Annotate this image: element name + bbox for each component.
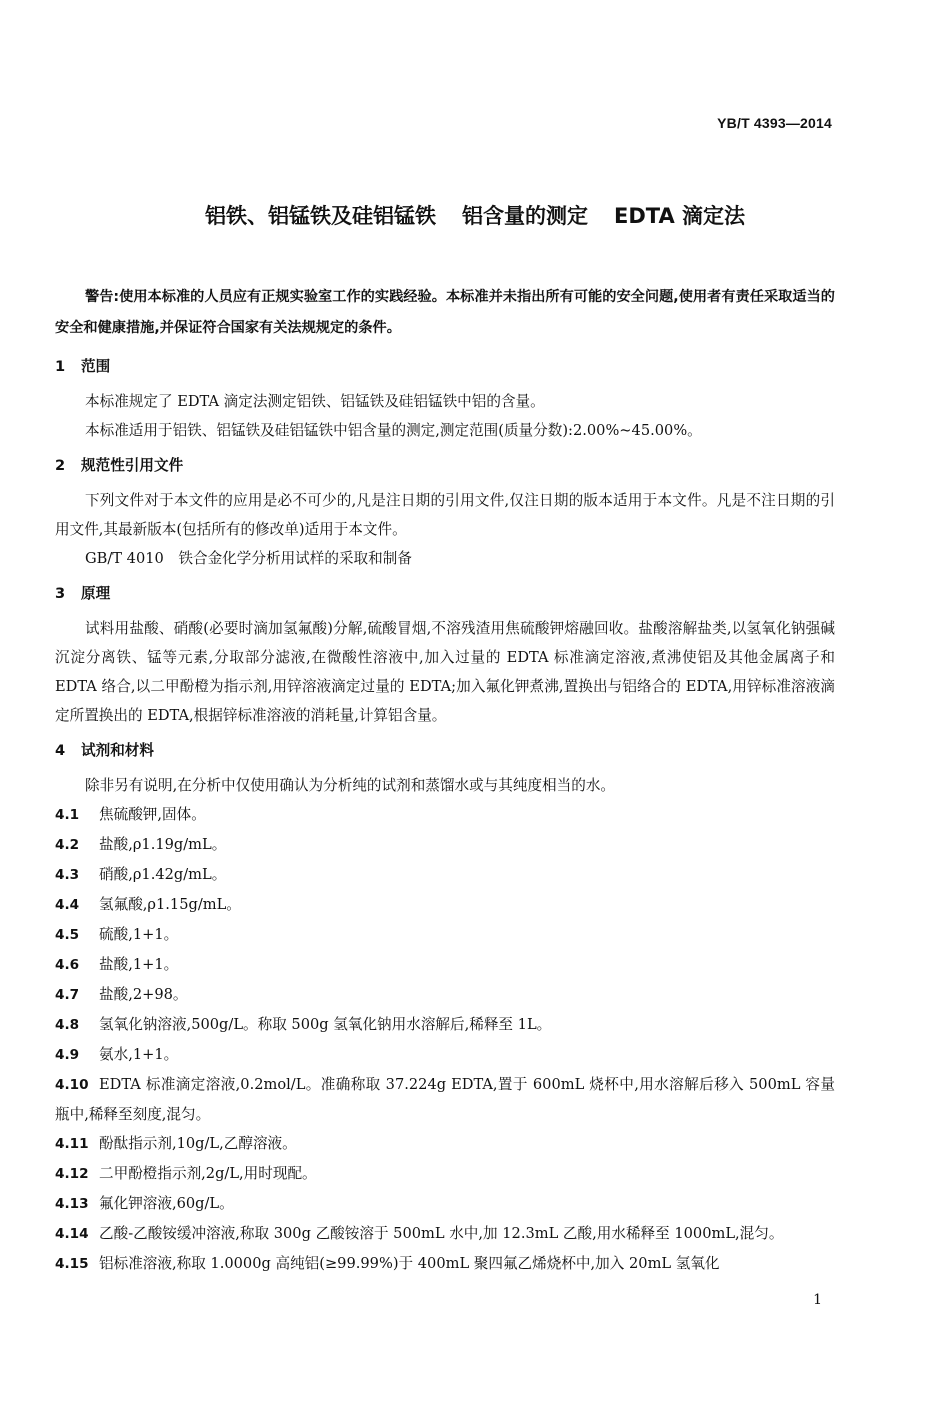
title-part-2: 铝含量的测定 bbox=[461, 204, 588, 228]
section-heading-2 bbox=[55, 451, 835, 480]
list-item bbox=[55, 1040, 835, 1070]
paragraph: 下列文件对于本文件的应用是必不可少的,凡是注日期的引用文件,仅注日期的版本适用于本文件。凡是不注日期的引用文件,其最新版本(包括所有的修改单)适用于本文件。 bbox=[55, 492, 835, 538]
section-number: 1 bbox=[55, 358, 66, 375]
document-body bbox=[55, 282, 835, 1279]
item-number: 4.15 bbox=[55, 1256, 89, 1272]
item-text: 酚酞指示剂,10g/L,乙醇溶液。 bbox=[99, 1135, 297, 1152]
item-text: 氟化钾溶液,60g/L。 bbox=[99, 1195, 234, 1212]
item-number: 4.11 bbox=[55, 1136, 89, 1152]
section-number: 2 bbox=[55, 457, 66, 474]
list-item bbox=[55, 1070, 835, 1129]
list-item bbox=[55, 950, 835, 980]
item-number: 4.6 bbox=[55, 957, 80, 973]
list-item bbox=[55, 1159, 835, 1189]
item-number: 4.1 bbox=[55, 807, 80, 823]
item-text: 盐酸,ρ1.19g/mL。 bbox=[99, 836, 227, 853]
item-number: 4.8 bbox=[55, 1017, 80, 1033]
item-number: 4.7 bbox=[55, 987, 80, 1003]
item-number: 4.5 bbox=[55, 927, 80, 943]
title-part-3: EDTA 滴定法 bbox=[613, 204, 746, 228]
item-text: 氨水,1+1。 bbox=[99, 1046, 179, 1063]
section-title: 范围 bbox=[81, 358, 111, 375]
list-item bbox=[55, 1010, 835, 1040]
reference-entry: GB/T 4010 铁合金化学分析用试样的采取和制备 bbox=[85, 550, 412, 567]
list-item bbox=[55, 1129, 835, 1159]
section-title: 原理 bbox=[81, 585, 111, 602]
list-item bbox=[55, 1249, 835, 1279]
item-number: 4.10 bbox=[55, 1077, 89, 1093]
item-text: 氢氟酸,ρ1.15g/mL。 bbox=[99, 896, 241, 913]
section-title: 试剂和材料 bbox=[81, 742, 154, 759]
item-text: 二甲酚橙指示剂,2g/L,用时现配。 bbox=[99, 1165, 317, 1182]
section-heading-3 bbox=[55, 579, 835, 608]
document-title bbox=[0, 200, 950, 230]
title-part-1: 铝铁、铝锰铁及硅铝锰铁 bbox=[204, 204, 436, 228]
list-item bbox=[55, 1219, 835, 1249]
list-item bbox=[55, 800, 835, 830]
item-text: 盐酸,2+98。 bbox=[99, 986, 188, 1003]
page-number: 1 bbox=[813, 1292, 822, 1308]
section-title: 规范性引用文件 bbox=[81, 457, 184, 474]
list-item bbox=[55, 830, 835, 860]
paragraph: 试料用盐酸、硝酸(必要时滴加氢氟酸)分解,硫酸冒烟,不溶残渣用焦硫酸钾熔融回收。盐酸溶解盐类,以氢氧化钠强碱沉淀分离铁、锰等元素,分取部分滤液,在微酸性溶液中,加入过量的 EDTA 标准滴定溶液,煮沸使铝及其他金属离子和 EDTA 络合,以二甲酚橙为指示剂,用锌溶液滴定过量的 EDTA;加入氟化钾煮沸,置换出与铝络合的 EDTA,用锌标准溶液滴定所置换出的 EDTA,根据锌标准溶液的消耗量,计算铝含量。 bbox=[55, 620, 835, 724]
item-text: 盐酸,1+1。 bbox=[99, 956, 179, 973]
item-number: 4.9 bbox=[55, 1047, 80, 1063]
item-number: 4.4 bbox=[55, 897, 80, 913]
warning-paragraph: 警告:使用本标准的人员应有正规实验室工作的实践经验。本标准并未指出所有可能的安全问题,使用者有责任采取适当的安全和健康措施,并保证符合国家有关法规规定的条件。 bbox=[55, 289, 835, 336]
list-item bbox=[55, 920, 835, 950]
section-heading-4 bbox=[55, 736, 835, 765]
item-number: 4.14 bbox=[55, 1226, 89, 1242]
item-text: 氢氧化钠溶液,500g/L。称取 500g 氢氧化钠用水溶解后,稀释至 1L。 bbox=[99, 1016, 552, 1033]
item-text: EDTA 标准滴定溶液,0.2mol/L。准确称取 37.224g EDTA,置于 600mL 烧杯中,用水溶解后移入 500mL 容量瓶中,稀释至刻度,混匀。 bbox=[55, 1076, 835, 1123]
item-number: 4.3 bbox=[55, 867, 80, 883]
document-code: YB/T 4393—2014 bbox=[717, 115, 832, 131]
item-text: 硫酸,1+1。 bbox=[99, 926, 179, 943]
list-item bbox=[55, 890, 835, 920]
paragraph: 本标准适用于铝铁、铝锰铁及硅铝锰铁中铝含量的测定,测定范围(质量分数):2.00%~45.00%。 bbox=[85, 422, 702, 439]
item-number: 4.12 bbox=[55, 1166, 89, 1182]
list-item bbox=[55, 1189, 835, 1219]
paragraph: 除非另有说明,在分析中仅使用确认为分析纯的试剂和蒸馏水或与其纯度相当的水。 bbox=[85, 777, 616, 794]
item-text: 铝标准溶液,称取 1.0000g 高纯铝(≥99.99%)于 400mL 聚四氟乙烯烧杯中,加入 20mL 氢氧化 bbox=[99, 1255, 720, 1272]
section-number: 3 bbox=[55, 585, 66, 602]
paragraph: 本标准规定了 EDTA 滴定法测定铝铁、铝锰铁及硅铝锰铁中铝的含量。 bbox=[85, 393, 545, 410]
section-number: 4 bbox=[55, 742, 66, 759]
list-item bbox=[55, 980, 835, 1010]
item-number: 4.13 bbox=[55, 1196, 89, 1212]
section-heading-1 bbox=[55, 352, 835, 381]
item-number: 4.2 bbox=[55, 837, 80, 853]
item-text: 硝酸,ρ1.42g/mL。 bbox=[99, 866, 227, 883]
item-text: 乙酸-乙酸铵缓冲溶液,称取 300g 乙酸铵溶于 500mL 水中,加 12.3mL 乙酸,用水稀释至 1000mL,混匀。 bbox=[99, 1225, 784, 1242]
item-text: 焦硫酸钾,固体。 bbox=[99, 806, 206, 823]
list-item bbox=[55, 860, 835, 890]
